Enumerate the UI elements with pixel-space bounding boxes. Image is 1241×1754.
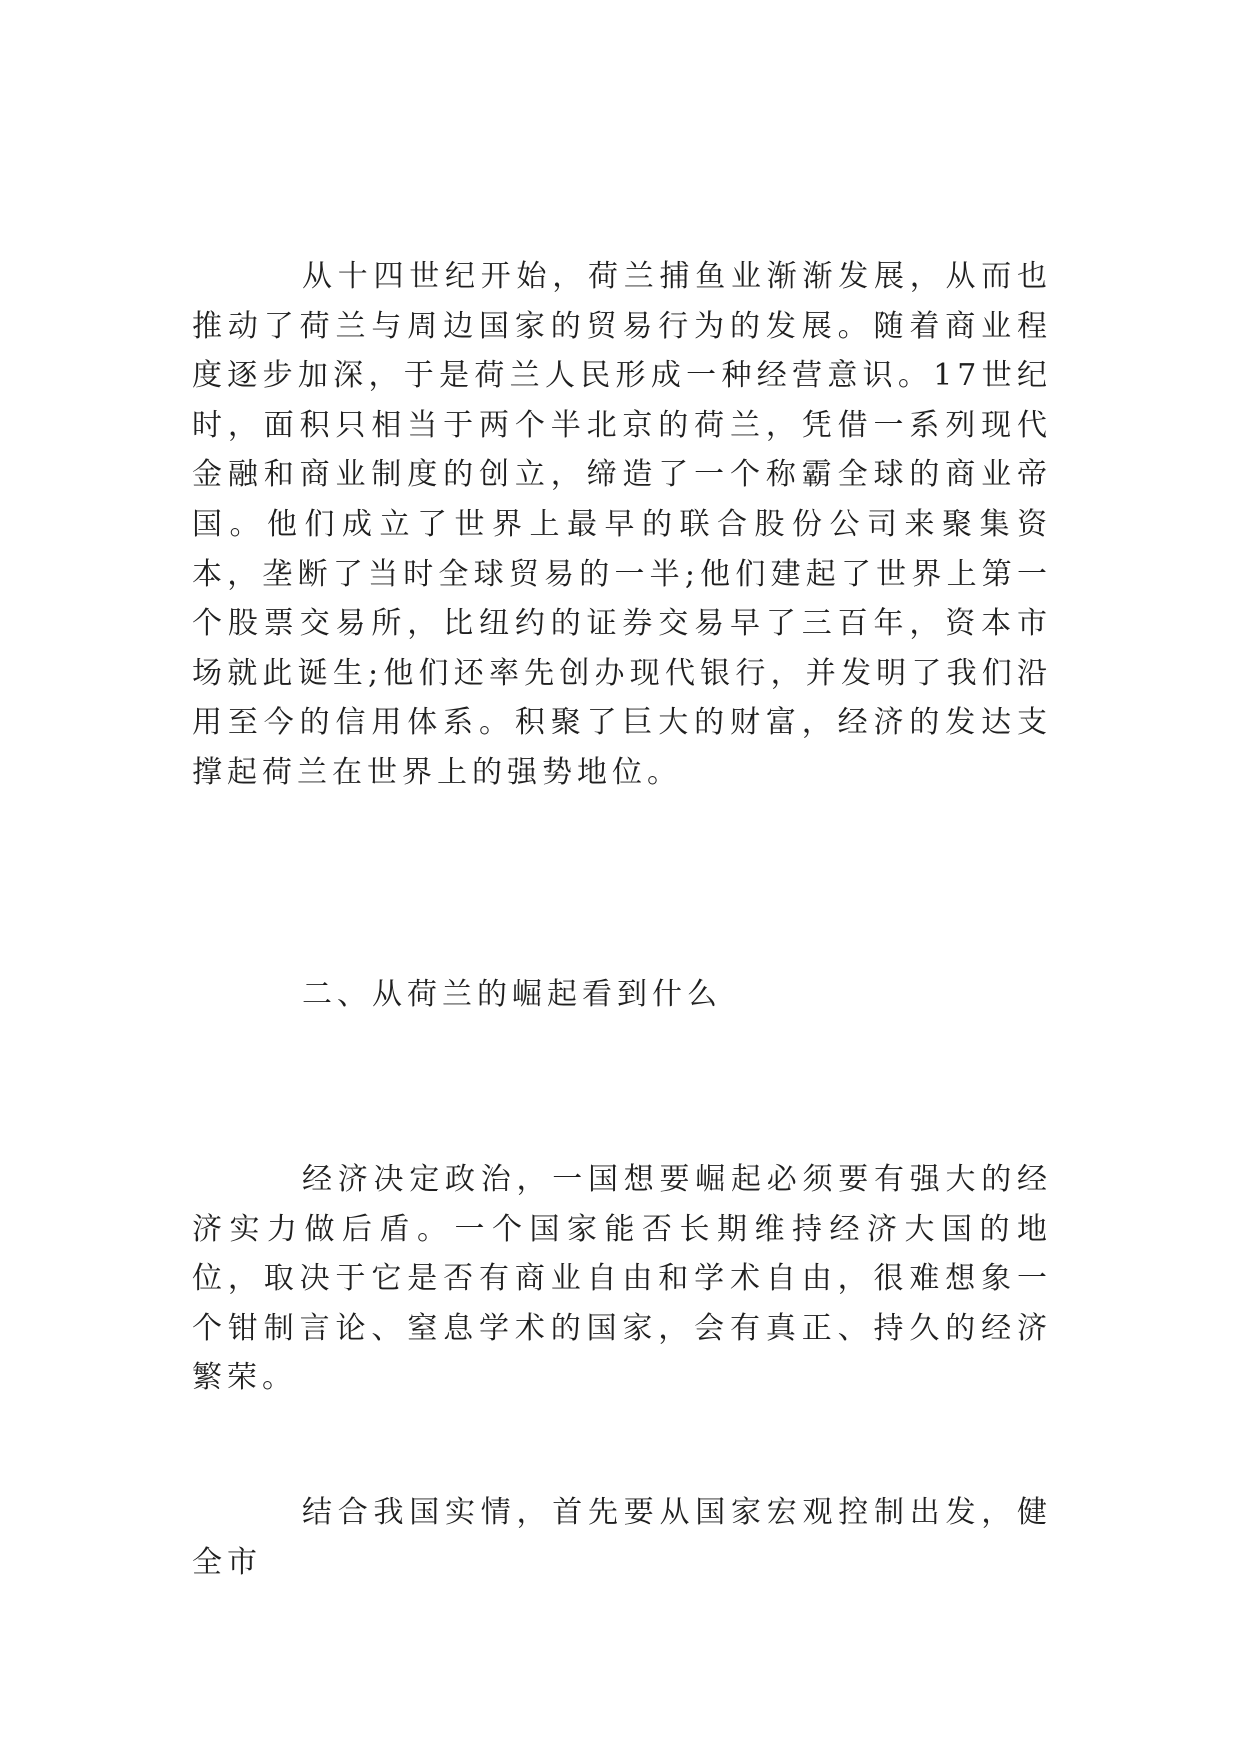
paragraph-economy-politics: 经济决定政治，一国想要崛起必须要有强大的经济实力做后盾。一个国家能否长期维持经济大国的地位，取决于它是否有商业自由和学术自由，很难想象一个钳制言论、窒息学术的国家，会有真正、持久的经济繁荣。 xyxy=(192,1162,1052,1396)
paragraph-china-situation: 结合我国实情，首先要从国家宏观控制出发，健全市 xyxy=(192,1495,1052,1580)
section-heading: 二、从荷兰的崛起看到什么 xyxy=(302,977,722,1012)
paragraph-dutch-history: 从十四世纪开始，荷兰捕鱼业渐渐发展，从而也推动了荷兰与周边国家的贸易行为的发展。随着商业程度逐步加深，于是荷兰人民形成一种经营意识。17世纪时，面积只相当于两个半北京的荷兰，凭借一系列现代金融和商业制度的创立，缔造了一个称霸全球的商业帝国。他们成立了世界上最早的联合股份公司来聚集资本，垄断了当时全球贸易的一半;他们建起了世界上第一个股票交易所，比纽约的证券交易早了三百年，资本市场就此诞生;他们还率先创办现代银行，并发明了我们沿用至今的信用体系。积聚了巨大的财富，经济的发达支撑起荷兰在世界上的强势地位。 xyxy=(192,259,1052,790)
